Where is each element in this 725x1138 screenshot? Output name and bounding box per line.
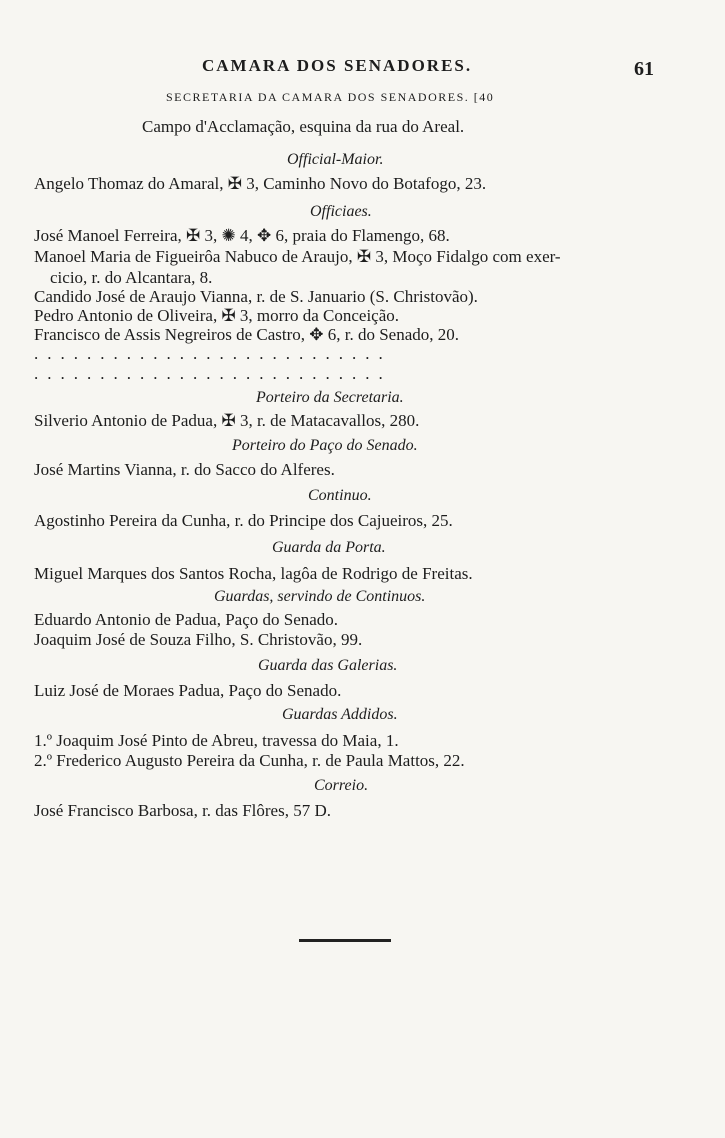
entry-official-maior: Angelo Thomaz do Amaral, ✠ 3, Caminho Novo do Botafogo, 23. (34, 174, 487, 193)
entry-guarda-galerias: Luiz José de Moraes Padua, Paço do Senado. (34, 681, 342, 700)
role-guardas-servindo: Guardas, servindo de Continuos. (214, 588, 426, 605)
role-correio: Correio. (314, 777, 369, 794)
ellipsis-line-1: ........................... (34, 344, 392, 363)
entry-officiaes-2-continued: cicio, r. do Alcantara, 8. (50, 268, 213, 287)
entry-guarda-porta: Miguel Marques dos Santos Rocha, lagôa de Rodrigo de Freitas. (34, 564, 473, 583)
role-continuo: Continuo. (308, 487, 372, 504)
entry-continuo: Agostinho Pereira da Cunha, r. do Principe dos Cajueiros, 25. (34, 511, 453, 530)
closing-rule (299, 939, 391, 942)
entry-officiaes-2: Manoel Maria de Figueirôa Nabuco de Araujo, ✠ 3, Moço Fidalgo com exer- (34, 247, 561, 266)
ellipsis-line-2: ........................... (34, 364, 392, 383)
entry-porteiro-paco: José Martins Vianna, r. do Sacco do Alferes. (34, 460, 335, 479)
entry-guardas-servindo-2: Joaquim José de Souza Filho, S. Christovão, 99. (34, 630, 363, 649)
entry-officiaes-3: Candido José de Araujo Vianna, r. de S. Januario (S. Christovão). (34, 287, 478, 306)
role-official-maior: Official-Maior. (287, 151, 384, 168)
role-porteiro-secretaria: Porteiro da Secretaria. (256, 389, 404, 406)
role-guarda-porta: Guarda da Porta. (272, 539, 386, 556)
role-guardas-addidos: Guardas Addidos. (282, 706, 398, 723)
entry-officiaes-5: Francisco de Assis Negreiros de Castro, ✥ 6, r. do Senado, 20. (34, 325, 460, 344)
role-officiaes: Officiaes. (310, 203, 372, 220)
entry-guardas-addidos-2: 2.º Frederico Augusto Pereira da Cunha, r. de Paula Mattos, 22. (34, 751, 465, 770)
entry-correio: José Francisco Barbosa, r. das Flôres, 57 D. (34, 801, 331, 820)
role-porteiro-paco: Porteiro do Paço do Senado. (232, 437, 418, 454)
role-guarda-galerias: Guarda das Galerias. (258, 657, 398, 674)
entry-guardas-servindo-1: Eduardo Antonio de Padua, Paço do Senado. (34, 610, 339, 629)
entry-officiaes-4: Pedro Antonio de Oliveira, ✠ 3, morro da Conceição. (34, 306, 400, 325)
section-address: Campo d'Acclamação, esquina da rua do Areal. (142, 117, 465, 136)
running-header-title: CAMARA DOS SENADORES. (202, 56, 473, 75)
section-heading: SECRETARIA DA CAMARA DOS SENADORES. [40 (166, 90, 495, 104)
entry-porteiro-secretaria: Silverio Antonio de Padua, ✠ 3, r. de Matacavallos, 280. (34, 411, 420, 430)
page-number: 61 (634, 58, 654, 80)
entry-officiaes-1: José Manoel Ferreira, ✠ 3, ✺ 4, ✥ 6, praia do Flamengo, 68. (34, 226, 450, 245)
entry-guardas-addidos-1: 1.º Joaquim José Pinto de Abreu, travessa do Maia, 1. (34, 731, 399, 750)
